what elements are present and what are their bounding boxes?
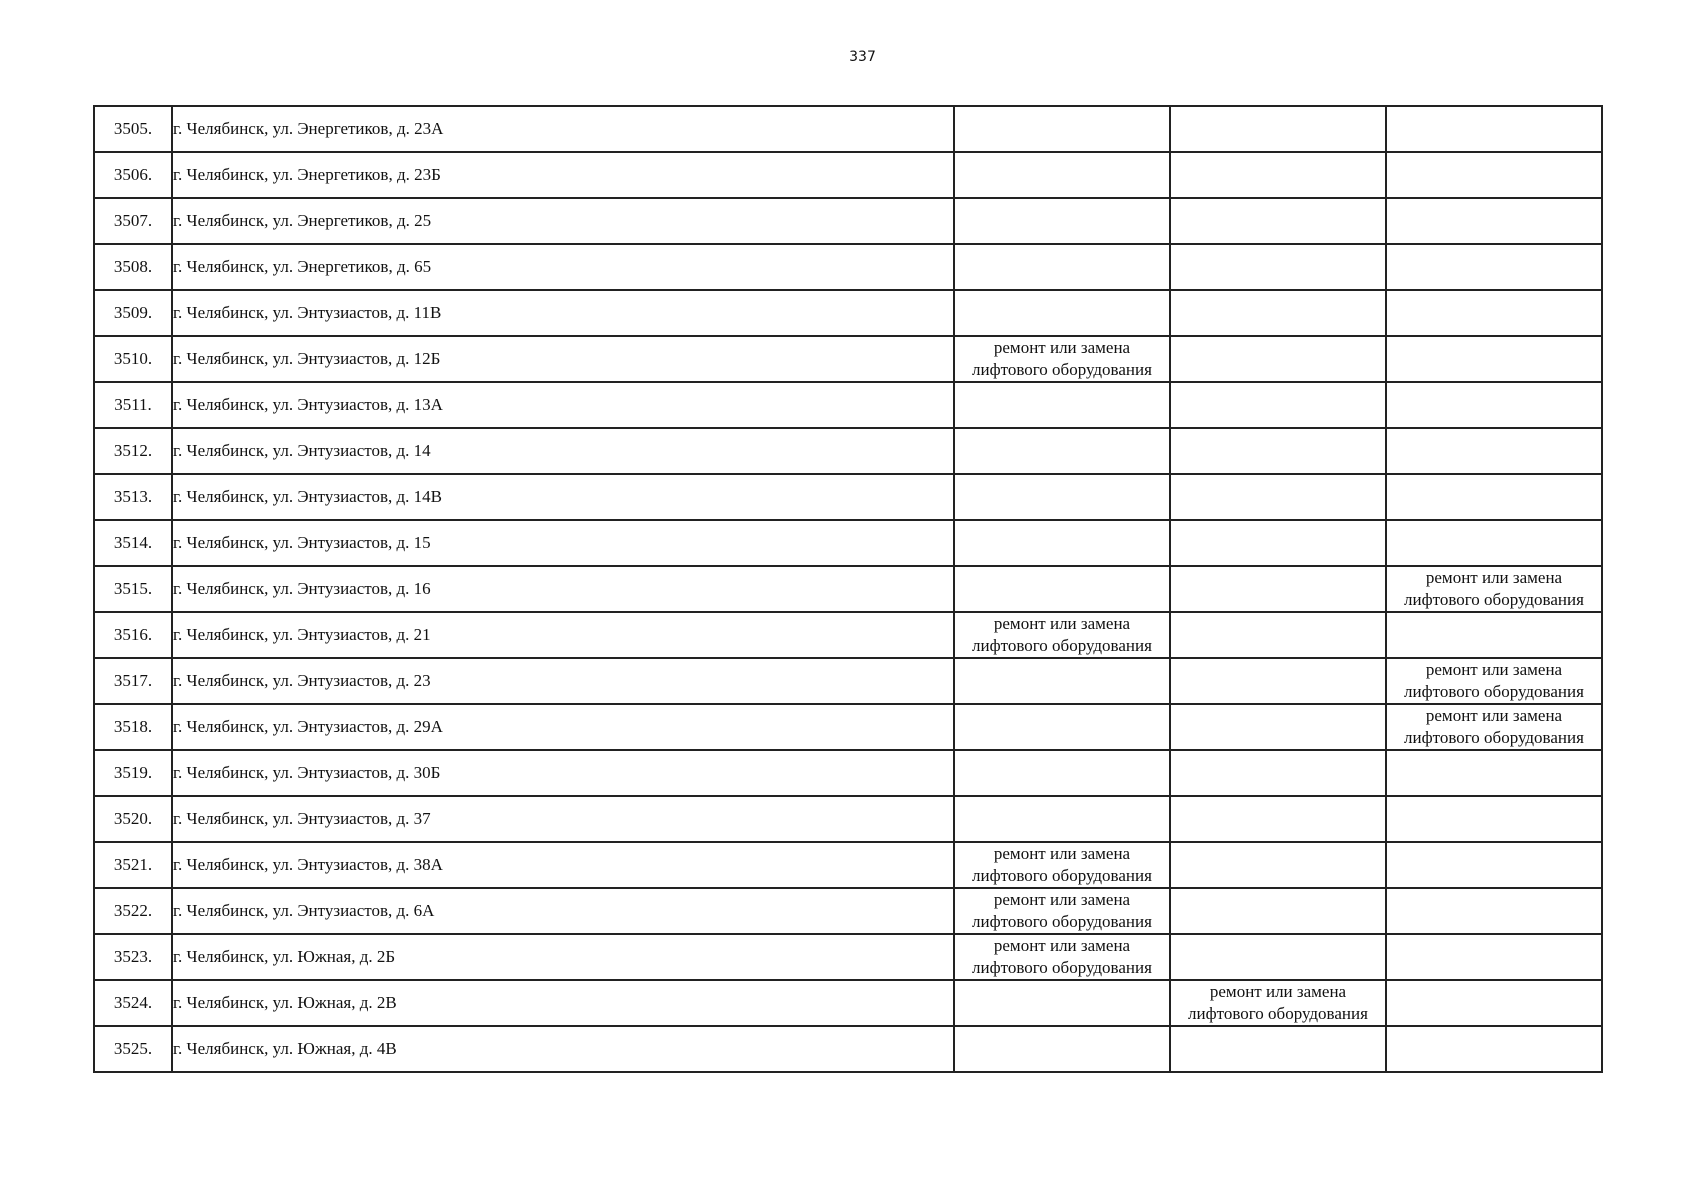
work-cell-work3 <box>1386 842 1602 888</box>
table-row <box>94 106 1602 152</box>
work-text-line: лифтового оборудования <box>972 958 1152 977</box>
row-number: 3517. <box>94 658 172 704</box>
work-cell-work3 <box>1386 382 1602 428</box>
address-cell: г. Челябинск, ул. Южная, д. 4В <box>172 1026 954 1072</box>
work-cell-work3 <box>1386 980 1602 1026</box>
work-text-line: лифтового оборудования <box>972 866 1152 885</box>
table-body <box>94 106 1602 1072</box>
work-cell-work1 <box>954 980 1170 1026</box>
work-cell-work1 <box>954 152 1170 198</box>
table-row <box>94 842 1602 888</box>
work-cell-work1 <box>954 474 1170 520</box>
table-row <box>94 888 1602 934</box>
work-cell-work3 <box>1386 198 1602 244</box>
work-cell-work2 <box>1170 842 1386 888</box>
work-cell-work1 <box>954 198 1170 244</box>
address-cell: г. Челябинск, ул. Энтузиастов, д. 29А <box>172 704 954 750</box>
work-cell-work3 <box>1386 704 1602 750</box>
work-cell-work1 <box>954 934 1170 980</box>
work-text-line: ремонт или замена <box>993 844 1131 863</box>
address-cell: г. Челябинск, ул. Южная, д. 2В <box>172 980 954 1026</box>
row-number: 3506. <box>94 152 172 198</box>
table-row <box>94 934 1602 980</box>
work-cell-work1 <box>954 428 1170 474</box>
work-text-line: лифтового оборудования <box>1188 1004 1368 1023</box>
table-row <box>94 382 1602 428</box>
table-row <box>94 428 1602 474</box>
table-row <box>94 290 1602 336</box>
work-text-line: ремонт или замена <box>1425 568 1563 587</box>
work-cell-work3 <box>1386 796 1602 842</box>
work-text-line: лифтового оборудования <box>972 912 1152 931</box>
work-cell-work3 <box>1386 658 1602 704</box>
work-cell-work3 <box>1386 612 1602 658</box>
work-cell-work3 <box>1386 934 1602 980</box>
address-cell: г. Челябинск, ул. Энергетиков, д. 23А <box>172 106 954 152</box>
table-row <box>94 152 1602 198</box>
work-cell-work2 <box>1170 796 1386 842</box>
work-text-line: лифтового оборудования <box>972 636 1152 655</box>
work-cell-work2 <box>1170 106 1386 152</box>
address-cell: г. Челябинск, ул. Энтузиастов, д. 6А <box>172 888 954 934</box>
work-cell-work2 <box>1170 152 1386 198</box>
row-number: 3524. <box>94 980 172 1026</box>
work-text-line: ремонт или замена <box>993 614 1131 633</box>
address-cell: г. Челябинск, ул. Энтузиастов, д. 38А <box>172 842 954 888</box>
work-cell-work2 <box>1170 428 1386 474</box>
table-row <box>94 520 1602 566</box>
work-cell-work1 <box>954 290 1170 336</box>
address-cell: г. Челябинск, ул. Энтузиастов, д. 14 <box>172 428 954 474</box>
work-cell-work3 <box>1386 106 1602 152</box>
work-cell-work1 <box>954 382 1170 428</box>
row-number: 3525. <box>94 1026 172 1072</box>
work-text-line: лифтового оборудования <box>1404 728 1584 747</box>
work-cell-work3 <box>1386 888 1602 934</box>
work-text-line: ремонт или замена <box>993 338 1131 357</box>
address-cell: г. Челябинск, ул. Энтузиастов, д. 30Б <box>172 750 954 796</box>
table-row <box>94 980 1602 1026</box>
table-row <box>94 704 1602 750</box>
work-cell-work2 <box>1170 198 1386 244</box>
work-cell-work3 <box>1386 520 1602 566</box>
address-cell: г. Челябинск, ул. Энтузиастов, д. 21 <box>172 612 954 658</box>
work-cell-work1 <box>954 750 1170 796</box>
work-cell-work1 <box>954 612 1170 658</box>
work-cell-work3 <box>1386 244 1602 290</box>
address-cell: г. Челябинск, ул. Энтузиастов, д. 14В <box>172 474 954 520</box>
address-cell: г. Челябинск, ул. Энтузиастов, д. 12Б <box>172 336 954 382</box>
row-number: 3523. <box>94 934 172 980</box>
work-cell-work1 <box>954 106 1170 152</box>
table-row <box>94 796 1602 842</box>
work-text-line: ремонт или замена <box>1425 706 1563 725</box>
row-number: 3520. <box>94 796 172 842</box>
work-text-line: лифтового оборудования <box>1404 682 1584 701</box>
address-cell: г. Челябинск, ул. Энтузиастов, д. 15 <box>172 520 954 566</box>
work-cell-work2 <box>1170 750 1386 796</box>
work-text-line: ремонт или замена <box>993 890 1131 909</box>
row-number: 3507. <box>94 198 172 244</box>
work-text-line: лифтового оборудования <box>972 360 1152 379</box>
row-number: 3516. <box>94 612 172 658</box>
work-cell-work2 <box>1170 290 1386 336</box>
address-cell: г. Челябинск, ул. Энтузиастов, д. 37 <box>172 796 954 842</box>
address-cell: г. Челябинск, ул. Энтузиастов, д. 23 <box>172 658 954 704</box>
work-cell-work1 <box>954 566 1170 612</box>
work-cell-work1 <box>954 888 1170 934</box>
row-number: 3512. <box>94 428 172 474</box>
work-cell-work3 <box>1386 566 1602 612</box>
row-number: 3509. <box>94 290 172 336</box>
table-row <box>94 1026 1602 1072</box>
work-cell-work3 <box>1386 428 1602 474</box>
work-cell-work1 <box>954 244 1170 290</box>
work-cell-work2 <box>1170 612 1386 658</box>
work-cell-work3 <box>1386 474 1602 520</box>
work-cell-work3 <box>1386 1026 1602 1072</box>
work-cell-work2 <box>1170 934 1386 980</box>
row-number: 3513. <box>94 474 172 520</box>
work-cell-work1 <box>954 796 1170 842</box>
work-cell-work3 <box>1386 152 1602 198</box>
row-number: 3508. <box>94 244 172 290</box>
work-cell-work2 <box>1170 1026 1386 1072</box>
row-number: 3519. <box>94 750 172 796</box>
table-row <box>94 612 1602 658</box>
work-cell-work2 <box>1170 336 1386 382</box>
row-number: 3515. <box>94 566 172 612</box>
work-cell-work2 <box>1170 658 1386 704</box>
work-cell-work2 <box>1170 704 1386 750</box>
address-cell: г. Челябинск, ул. Энтузиастов, д. 11В <box>172 290 954 336</box>
work-text-line: ремонт или замена <box>993 936 1131 955</box>
table-row <box>94 474 1602 520</box>
work-cell-work1 <box>954 842 1170 888</box>
row-number: 3518. <box>94 704 172 750</box>
row-number: 3521. <box>94 842 172 888</box>
work-cell-work2 <box>1170 980 1386 1026</box>
row-number: 3505. <box>94 106 172 152</box>
address-cell: г. Челябинск, ул. Энергетиков, д. 65 <box>172 244 954 290</box>
work-cell-work2 <box>1170 244 1386 290</box>
row-number: 3511. <box>94 382 172 428</box>
address-cell: г. Челябинск, ул. Энергетиков, д. 25 <box>172 198 954 244</box>
work-cell-work1 <box>954 336 1170 382</box>
work-cell-work1 <box>954 520 1170 566</box>
work-text-line: ремонт или замена <box>1425 660 1563 679</box>
row-number: 3510. <box>94 336 172 382</box>
work-cell-work2 <box>1170 566 1386 612</box>
table-row <box>94 750 1602 796</box>
work-cell-work3 <box>1386 750 1602 796</box>
row-number: 3522. <box>94 888 172 934</box>
work-cell-work2 <box>1170 474 1386 520</box>
work-cell-work1 <box>954 704 1170 750</box>
table-row <box>94 198 1602 244</box>
work-cell-work2 <box>1170 382 1386 428</box>
work-text-line: ремонт или замена <box>1209 982 1347 1001</box>
work-cell-work1 <box>954 658 1170 704</box>
work-cell-work2 <box>1170 888 1386 934</box>
address-table <box>93 105 1603 1073</box>
work-cell-work1 <box>954 1026 1170 1072</box>
address-cell: г. Челябинск, ул. Энтузиастов, д. 13А <box>172 382 954 428</box>
address-cell: г. Челябинск, ул. Энтузиастов, д. 16 <box>172 566 954 612</box>
work-cell-work3 <box>1386 336 1602 382</box>
work-cell-work2 <box>1170 520 1386 566</box>
table-row <box>94 658 1602 704</box>
table-row <box>94 566 1602 612</box>
table-row <box>94 336 1602 382</box>
address-cell: г. Челябинск, ул. Энергетиков, д. 23Б <box>172 152 954 198</box>
address-cell: г. Челябинск, ул. Южная, д. 2Б <box>172 934 954 980</box>
page-number: 337 <box>849 49 876 65</box>
table-row <box>94 244 1602 290</box>
work-text-line: лифтового оборудования <box>1404 590 1584 609</box>
work-cell-work3 <box>1386 290 1602 336</box>
row-number: 3514. <box>94 520 172 566</box>
